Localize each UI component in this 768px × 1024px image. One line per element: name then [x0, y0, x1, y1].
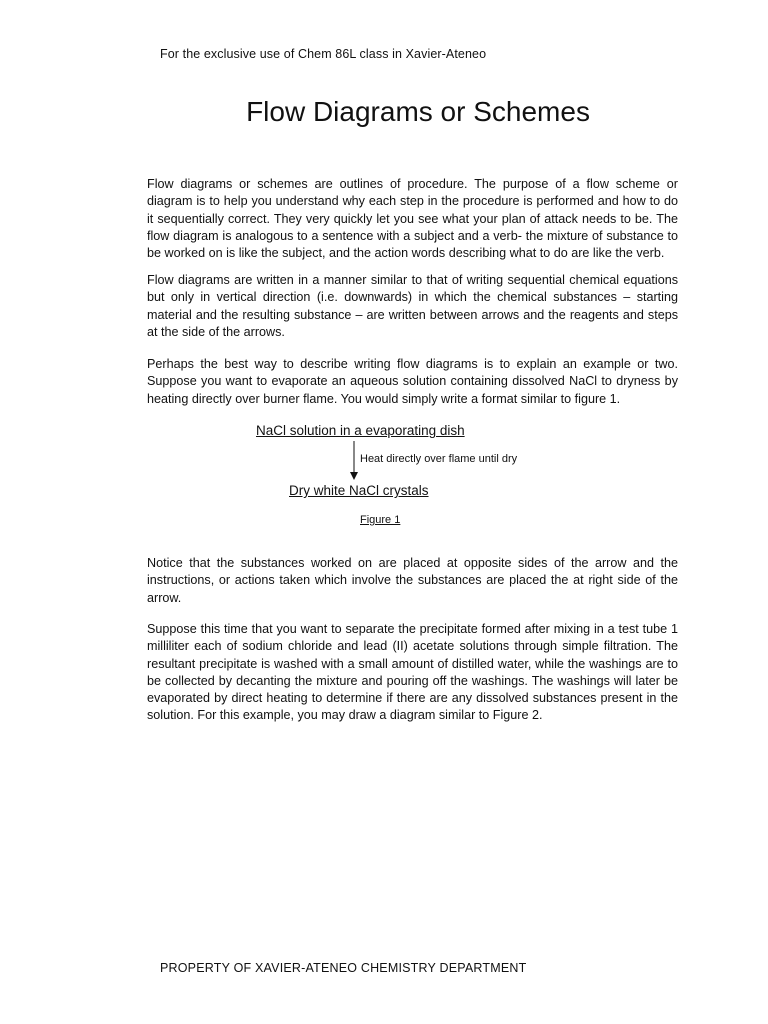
paragraph-3: Perhaps the best way to describe writing flow diagrams is to explain an example or two. Suppose you want to evaporate an aqueous solution containing dissolved NaCl to dryness by heating directly over burner flame. You would simply write a format similar to figure 1. — [147, 357, 678, 406]
paragraph-5: Suppose this time that you want to separate the precipitate formed after mixing in a test tube 1 milliliter each of sodium chloride and lead (II) acetate solutions through simple filtration. The resultant precipitate is washed with a small amount of distilled water, while the washings are to be collected by decanting the mixture and pouring off the washings. The washings will later be evaporated by direct heating to determine if there are any dissolved substances present in the solution. For this example, you may draw a diagram similar to Figure 2. — [147, 622, 678, 723]
paragraph-4: Notice that the substances worked on are placed at opposite sides of the arrow and the instructions, or actions taken which involve the substances are placed the at right side of the arrow. — [147, 556, 678, 605]
figure-caption: Figure 1 — [360, 514, 401, 526]
figure-starting-material: NaCl solution in a evaporating dish — [256, 423, 465, 438]
figure-product: Dry white NaCl crystals — [289, 483, 429, 498]
page-header: For the exclusive use of Chem 86L class in Xavier-Ateneo — [160, 47, 487, 61]
page-title: Flow Diagrams or Schemes — [246, 96, 590, 127]
down-arrow-icon — [340, 440, 370, 482]
paragraph-1: Flow diagrams or schemes are outlines of procedure. The purpose of a flow scheme or diagram is to help you understand why each step in the procedure is performed and how to do it sequentially correct. They very quickly let you see what your plan of attack needs to be. The flow diagram is analogous to a sentence with a subject and a verb- the mixture of substance to be worked on is like the subject, and the action words describing what to do are like the verb. — [147, 177, 678, 261]
page-footer: PROPERTY OF XAVIER-ATENEO CHEMISTRY DEPARTMENT — [160, 961, 527, 975]
paragraph-2: Flow diagrams are written in a manner similar to that of writing sequential chemical equations but only in vertical direction (i.e. downwards) in which the chemical substances – starting material and the resulting substance – are written between arrows and the reagents and steps at the side of the arrows. — [147, 273, 678, 339]
figure-step-instruction: Heat directly over flame until dry — [360, 453, 518, 465]
